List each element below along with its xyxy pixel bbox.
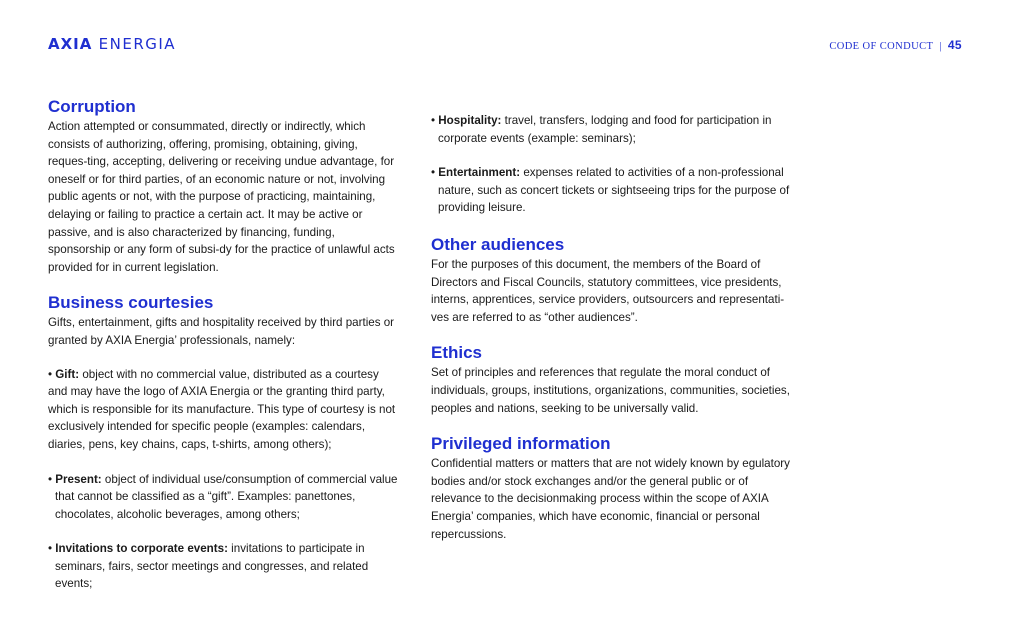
list-item-entertainment: • Entertainment: expenses related to activities of a non-professional nature, such as concert tickets or sightseeing trips for the purpose of providing leisure. [431,166,790,215]
list-item-text: expenses related to activities of a non-professional nature, such as concert tickets or sightseeing trips for the purpose of providing leisure. [438,166,790,215]
corruption-heading: Corruption [48,97,136,116]
list-item-term: Present: [55,472,102,486]
section-title: CODE OF CONDUCT [829,41,934,52]
left-column [48,96,398,610]
corruption-body: Action attempted or consummated, directly or indirectly, which consists of authorizing, offering, promising, obtaining, giving, reques-ting, accepting, delivering or receiving undue advantage, for oneself or for third parties, of an economic nature or not, involving public agents or not, with the purpose of practicing, maintaining, delaying or failing to practice a certain act. It may be active or passive, and is also characterized by financing, funding, sponsorship or any form of subsi-dy for the practice of unlawful acts provided for in current legislation. [48,120,395,274]
list-item-term: Hospitality: [438,114,502,127]
company-logo [48,35,176,53]
page-number: 45 [947,38,962,52]
logo-bold: AXIA [48,35,93,53]
ethics-body: Set of principles and references that regulate the moral conduct of individuals, groups, institutions, organizations, communities, societies, peoples and nations, seeking to be universally valid. [431,366,790,415]
list-item-text: object with no commercial value, distributed as a courtesy and may have the logo of AXIA Energia or the granting third party, which is responsible for its manufacture. This type of courtesy is not exclusively intended for specific people (examples: calendars, diaries, pens, key chains, caps, t-shirts, among others); [48,367,396,451]
list-item-text: travel, transfers, lodging and food for participation in corporate events (example: seminars); [438,114,772,145]
list-item-hospitality: • Hospitality: travel, transfers, lodging and food for participation in corporate events (example: seminars); [431,114,772,145]
list-item-term: Invitations to corporate events: [55,542,228,556]
privileged-information-body: Confidential matters or matters that are not widely known by egulatory bodies and/or stock exchanges and/or the general public or of relevance to the decisionmaking process within the scope of AXIA Energia’ companies, which have economic, financial or personal repercussions. [431,457,790,541]
other-audiences-heading: Other audiences [431,234,565,254]
list-item-text: invitations to participate in seminars, fairs, sector meetings and congresses, and related events; [55,542,369,591]
logo-rest: ENERGIA [98,35,177,53]
header-separator: | [939,41,942,52]
business-courtesies-heading: Business courtesies [48,293,214,313]
right-column [431,112,791,543]
list-item-invitations: • Invitations to corporate events: invitations to participate in seminars, fairs, sector meetings and congresses, and related events; [48,542,369,591]
other-audiences-body: For the purposes of this document, the members of the Board of Directors and Fiscal Councils, statutory committees, vice presidents, interns, apprentices, service providers, outsourcers and representati-ves are referred to as “other audiences”. [431,257,785,324]
privileged-information-heading: Privileged information [431,434,611,454]
list-item-term: Entertainment: [438,166,521,180]
business-courtesies-intro: Gifts, entertainment, gifts and hospitality received by third parties or granted by AXIA Energia’ professionals, namely: [48,316,395,347]
list-item-term: Gift: [55,367,80,381]
ethics-heading: Ethics [431,343,483,363]
list-item-gift: • Gift: object with no commercial value, distributed as a courtesy and may have the logo of AXIA Energia or the granting third party, which is responsible for its manufacture. This type of courtesy is not exclusively intended for specific people (examples: calendars, diaries, pens, key chains, caps, t-shirts, among others); [48,367,396,451]
list-item-text: object of individual use/consumption of commercial value that cannot be classified as a “gift”. Examples: panettones, chocolates, alcoholic beverages, among others; [55,472,398,521]
list-item-present: • Present: object of individual use/consumption of commercial value that cannot be classified as a “gift”. Examples: panettones, chocolates, alcoholic beverages, among others; [48,472,398,521]
page-header [829,38,962,52]
